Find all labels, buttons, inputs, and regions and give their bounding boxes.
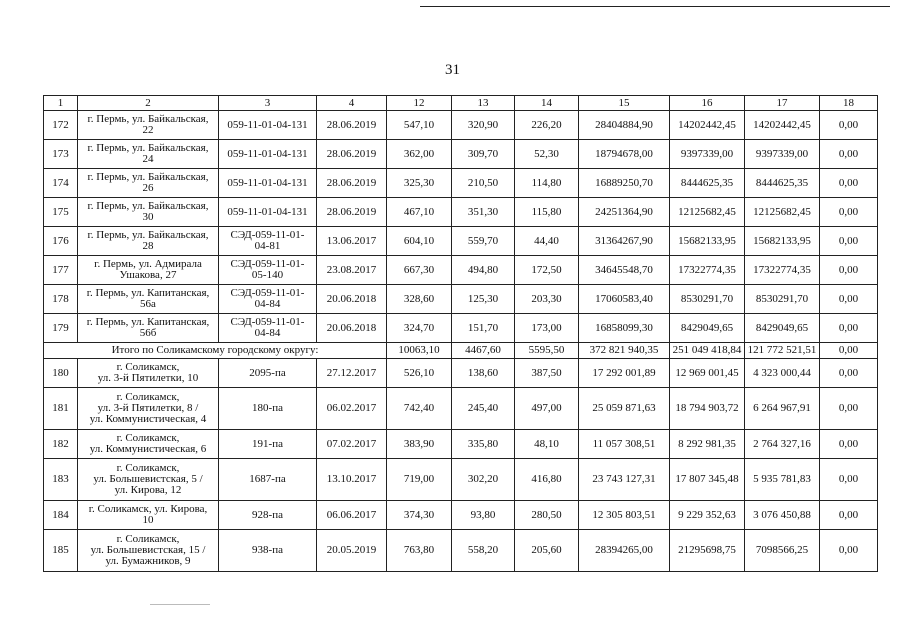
cell-line: 24: [142, 153, 154, 165]
document-number-cell: [219, 140, 317, 169]
cell-line: г. Пермь, ул. Капитанская,: [86, 287, 210, 299]
document-number-cell: [219, 256, 317, 285]
row-number: 184: [44, 501, 78, 530]
total-row: [44, 343, 878, 359]
value-cell: 0,00: [820, 359, 878, 388]
value-cell: 0,00: [820, 285, 878, 314]
address-cell: [78, 198, 219, 227]
document-number-cell: [219, 285, 317, 314]
date-cell: 23.08.2017: [317, 256, 387, 285]
data-table: [43, 95, 878, 572]
cell-line: 059-11-01-04-131: [227, 147, 308, 160]
value-cell: 226,20: [515, 111, 579, 140]
total-value-cell: 251 049 418,84: [670, 343, 745, 359]
cell-line: ул. Бумажников, 9: [105, 555, 191, 567]
table-row: [44, 314, 878, 343]
date-cell: 13.06.2017: [317, 227, 387, 256]
column-header: 1: [44, 96, 78, 111]
value-cell: 11 057 308,51: [579, 430, 670, 459]
value-cell: 14202442,45: [745, 111, 820, 140]
cell-line: 928-па: [252, 508, 283, 521]
cell-line: 28: [142, 240, 154, 252]
value-cell: 12125682,45: [745, 198, 820, 227]
document-number-cell: [219, 530, 317, 572]
value-cell: 203,30: [515, 285, 579, 314]
value-cell: 335,80: [452, 430, 515, 459]
cell-line: г. Пермь, ул. Байкальская,: [87, 142, 209, 154]
cell-line: 180-па: [252, 402, 283, 414]
value-cell: 3 076 450,88: [745, 501, 820, 530]
row-number: 182: [44, 430, 78, 459]
address-cell: [78, 140, 219, 169]
table-row: [44, 227, 878, 256]
cell-line: ул. Коммунистическая, 4: [89, 413, 207, 425]
value-cell: 467,10: [387, 198, 452, 227]
cell-line: СЭД-059-11-01-: [230, 229, 305, 241]
cell-line: г. Соликамск,: [116, 462, 180, 474]
document-number-cell: [219, 430, 317, 459]
date-cell: 13.10.2017: [317, 459, 387, 501]
value-cell: 6 264 967,91: [745, 388, 820, 430]
value-cell: 15682133,95: [670, 227, 745, 256]
value-cell: 0,00: [820, 227, 878, 256]
address-cell: [78, 530, 219, 572]
document-number-cell: [219, 169, 317, 198]
row-number: 173: [44, 140, 78, 169]
value-cell: 9397339,00: [670, 140, 745, 169]
table-row: [44, 388, 878, 430]
cell-line: 938-па: [252, 544, 283, 556]
cell-line: г. Пермь, ул. Капитанская,: [86, 316, 210, 328]
value-cell: 387,50: [515, 359, 579, 388]
value-cell: 17322774,35: [745, 256, 820, 285]
value-cell: 8444625,35: [670, 169, 745, 198]
value-cell: 115,80: [515, 198, 579, 227]
table-row: [44, 430, 878, 459]
header-row: [44, 96, 878, 111]
value-cell: 114,80: [515, 169, 579, 198]
value-cell: 48,10: [515, 430, 579, 459]
value-cell: 0,00: [820, 314, 878, 343]
column-header: 2: [78, 96, 219, 111]
value-cell: 325,30: [387, 169, 452, 198]
value-cell: 8444625,35: [745, 169, 820, 198]
address-cell: [78, 430, 219, 459]
value-cell: 172,50: [515, 256, 579, 285]
date-cell: 28.06.2019: [317, 111, 387, 140]
row-number: 176: [44, 227, 78, 256]
cell-line: 56а: [140, 298, 156, 310]
value-cell: 12 305 803,51: [579, 501, 670, 530]
total-value-cell: 4467,60: [452, 343, 515, 359]
value-cell: 0,00: [820, 198, 878, 227]
row-number: 172: [44, 111, 78, 140]
row-number: 183: [44, 459, 78, 501]
cell-line: 04-84: [254, 327, 281, 339]
table-row: [44, 169, 878, 198]
value-cell: 280,50: [515, 501, 579, 530]
value-cell: 28404884,90: [579, 111, 670, 140]
date-cell: 27.12.2017: [317, 359, 387, 388]
column-header: 17: [745, 96, 820, 111]
value-cell: 309,70: [452, 140, 515, 169]
value-cell: 52,30: [515, 140, 579, 169]
address-cell: [78, 314, 219, 343]
value-cell: 559,70: [452, 227, 515, 256]
value-cell: 18794678,00: [579, 140, 670, 169]
cell-line: Ушакова, 27: [119, 269, 177, 281]
cell-line: г. Пермь, ул. Байкальская,: [87, 200, 209, 212]
document-number-cell: [219, 388, 317, 430]
cell-line: г. Соликамск, ул. Кирова,: [88, 503, 208, 515]
value-cell: 719,00: [387, 459, 452, 501]
value-cell: 18 794 903,72: [670, 388, 745, 430]
document-number-cell: [219, 198, 317, 227]
value-cell: 8429049,65: [670, 314, 745, 343]
value-cell: 0,00: [820, 256, 878, 285]
column-header: 16: [670, 96, 745, 111]
address-cell: [78, 501, 219, 530]
cell-line: г. Пермь, ул. Адмирала: [94, 258, 202, 270]
column-header: 15: [579, 96, 670, 111]
column-header: 3: [219, 96, 317, 111]
row-number: 185: [44, 530, 78, 572]
value-cell: 44,40: [515, 227, 579, 256]
document-number-cell: [219, 227, 317, 256]
value-cell: 0,00: [820, 530, 878, 572]
document-number-cell: [219, 359, 317, 388]
cell-line: ул. Коммунистическая, 6: [89, 443, 207, 455]
table-row: [44, 140, 878, 169]
document-number-cell: [219, 501, 317, 530]
address-cell: [78, 388, 219, 430]
date-cell: 06.06.2017: [317, 501, 387, 530]
cell-line: 059-11-01-04-131: [227, 205, 308, 218]
address-cell: [78, 256, 219, 285]
value-cell: 23 743 127,31: [579, 459, 670, 501]
value-cell: 362,00: [387, 140, 452, 169]
value-cell: 0,00: [820, 388, 878, 430]
column-header: 12: [387, 96, 452, 111]
value-cell: 324,70: [387, 314, 452, 343]
cell-line: ул. Большевистская, 15 /: [90, 544, 206, 556]
document-number-cell: [219, 111, 317, 140]
value-cell: 547,10: [387, 111, 452, 140]
value-cell: 5 935 781,83: [745, 459, 820, 501]
value-cell: 24251364,90: [579, 198, 670, 227]
cell-line: ул. Большевистская, 5 /: [93, 473, 203, 485]
address-cell: [78, 459, 219, 501]
value-cell: 383,90: [387, 430, 452, 459]
column-header: 13: [452, 96, 515, 111]
value-cell: 2 764 327,16: [745, 430, 820, 459]
value-cell: 0,00: [820, 430, 878, 459]
cell-line: г. Соликамск,: [116, 432, 180, 444]
column-header: 18: [820, 96, 878, 111]
value-cell: 7098566,25: [745, 530, 820, 572]
value-cell: 25 059 871,63: [579, 388, 670, 430]
cell-line: 04-81: [254, 240, 281, 252]
date-cell: 06.02.2017: [317, 388, 387, 430]
document-number-cell: [219, 314, 317, 343]
value-cell: 742,40: [387, 388, 452, 430]
total-value-cell: 121 772 521,51: [745, 343, 820, 359]
bottom-mark: [150, 604, 210, 605]
value-cell: 0,00: [820, 459, 878, 501]
cell-line: г. Соликамск,: [116, 361, 180, 373]
value-cell: 17 807 345,48: [670, 459, 745, 501]
cell-line: 22: [142, 124, 154, 136]
value-cell: 763,80: [387, 530, 452, 572]
row-number: 177: [44, 256, 78, 285]
cell-line: ул. 3-й Пятилетки, 10: [97, 372, 199, 384]
value-cell: 16858099,30: [579, 314, 670, 343]
table-row: [44, 198, 878, 227]
date-cell: 20.05.2019: [317, 530, 387, 572]
value-cell: 9 229 352,63: [670, 501, 745, 530]
table-row: [44, 285, 878, 314]
value-cell: 8530291,70: [670, 285, 745, 314]
total-value-cell: 5595,50: [515, 343, 579, 359]
table-row: [44, 359, 878, 388]
row-number: 175: [44, 198, 78, 227]
value-cell: 8 292 981,35: [670, 430, 745, 459]
value-cell: 0,00: [820, 111, 878, 140]
date-cell: 07.02.2017: [317, 430, 387, 459]
address-cell: [78, 227, 219, 256]
cell-line: 26: [142, 182, 154, 194]
value-cell: 667,30: [387, 256, 452, 285]
date-cell: 20.06.2018: [317, 285, 387, 314]
cell-line: г. Пермь, ул. Байкальская,: [87, 113, 209, 125]
value-cell: 351,30: [452, 198, 515, 227]
table-row: [44, 459, 878, 501]
value-cell: 210,50: [452, 169, 515, 198]
value-cell: 173,00: [515, 314, 579, 343]
address-cell: [78, 111, 219, 140]
value-cell: 9397339,00: [745, 140, 820, 169]
value-cell: 4 323 000,44: [745, 359, 820, 388]
cell-line: СЭД-059-11-01-: [230, 258, 305, 270]
page-number: 31: [445, 62, 460, 78]
date-cell: 28.06.2019: [317, 198, 387, 227]
total-label: Итого по Соликамскому городскому округу:: [44, 343, 387, 359]
value-cell: 8530291,70: [745, 285, 820, 314]
cell-line: СЭД-059-11-01-: [230, 316, 305, 328]
cell-line: ул. Кирова, 12: [114, 484, 182, 496]
cell-line: г. Пермь, ул. Байкальская,: [87, 229, 209, 241]
cell-line: 05-140: [251, 269, 284, 281]
value-cell: 328,60: [387, 285, 452, 314]
value-cell: 125,30: [452, 285, 515, 314]
address-cell: [78, 359, 219, 388]
column-header: 4: [317, 96, 387, 111]
cell-line: 04-84: [254, 298, 281, 310]
document-number-cell: [219, 459, 317, 501]
cell-line: г. Соликамск,: [116, 533, 180, 545]
value-cell: 93,80: [452, 501, 515, 530]
value-cell: 245,40: [452, 388, 515, 430]
cell-line: 2095-па: [249, 366, 286, 379]
value-cell: 15682133,95: [745, 227, 820, 256]
value-cell: 21295698,75: [670, 530, 745, 572]
row-number: 180: [44, 359, 78, 388]
value-cell: 8429049,65: [745, 314, 820, 343]
total-value-cell: 10063,10: [387, 343, 452, 359]
value-cell: 17060583,40: [579, 285, 670, 314]
table-row: [44, 501, 878, 530]
row-number: 179: [44, 314, 78, 343]
value-cell: 374,30: [387, 501, 452, 530]
value-cell: 0,00: [820, 169, 878, 198]
value-cell: 604,10: [387, 227, 452, 256]
table-row: [44, 111, 878, 140]
table-row: [44, 256, 878, 285]
top-rule: [420, 6, 890, 7]
column-header: 14: [515, 96, 579, 111]
row-number: 181: [44, 388, 78, 430]
cell-line: СЭД-059-11-01-: [230, 287, 305, 299]
date-cell: 20.06.2018: [317, 314, 387, 343]
value-cell: 205,60: [515, 530, 579, 572]
value-cell: 526,10: [387, 359, 452, 388]
value-cell: 151,70: [452, 314, 515, 343]
cell-line: 56б: [139, 327, 157, 339]
date-cell: 28.06.2019: [317, 140, 387, 169]
table-row: [44, 530, 878, 572]
cell-line: 059-11-01-04-131: [227, 118, 308, 131]
cell-line: ул. 3-й Пятилетки, 8 /: [97, 402, 199, 414]
value-cell: 12 969 001,45: [670, 359, 745, 388]
value-cell: 17322774,35: [670, 256, 745, 285]
value-cell: 302,20: [452, 459, 515, 501]
value-cell: 138,60: [452, 359, 515, 388]
value-cell: 416,80: [515, 459, 579, 501]
value-cell: 494,80: [452, 256, 515, 285]
value-cell: 34645548,70: [579, 256, 670, 285]
total-value-cell: 372 821 940,35: [579, 343, 670, 359]
cell-line: 059-11-01-04-131: [227, 176, 308, 189]
date-cell: 28.06.2019: [317, 169, 387, 198]
cell-line: 1687-па: [249, 473, 286, 485]
cell-line: 191-па: [252, 437, 283, 450]
value-cell: 14202442,45: [670, 111, 745, 140]
total-value-cell: 0,00: [820, 343, 878, 359]
row-number: 174: [44, 169, 78, 198]
value-cell: 28394265,00: [579, 530, 670, 572]
row-number: 178: [44, 285, 78, 314]
value-cell: 0,00: [820, 501, 878, 530]
value-cell: 558,20: [452, 530, 515, 572]
value-cell: 497,00: [515, 388, 579, 430]
cell-line: 30: [142, 211, 154, 223]
address-cell: [78, 169, 219, 198]
value-cell: 16889250,70: [579, 169, 670, 198]
cell-line: 10: [142, 514, 154, 526]
cell-line: г. Соликамск,: [116, 391, 180, 403]
value-cell: 0,00: [820, 140, 878, 169]
value-cell: 12125682,45: [670, 198, 745, 227]
value-cell: 320,90: [452, 111, 515, 140]
address-cell: [78, 285, 219, 314]
value-cell: 17 292 001,89: [579, 359, 670, 388]
cell-line: г. Пермь, ул. Байкальская,: [87, 171, 209, 183]
value-cell: 31364267,90: [579, 227, 670, 256]
